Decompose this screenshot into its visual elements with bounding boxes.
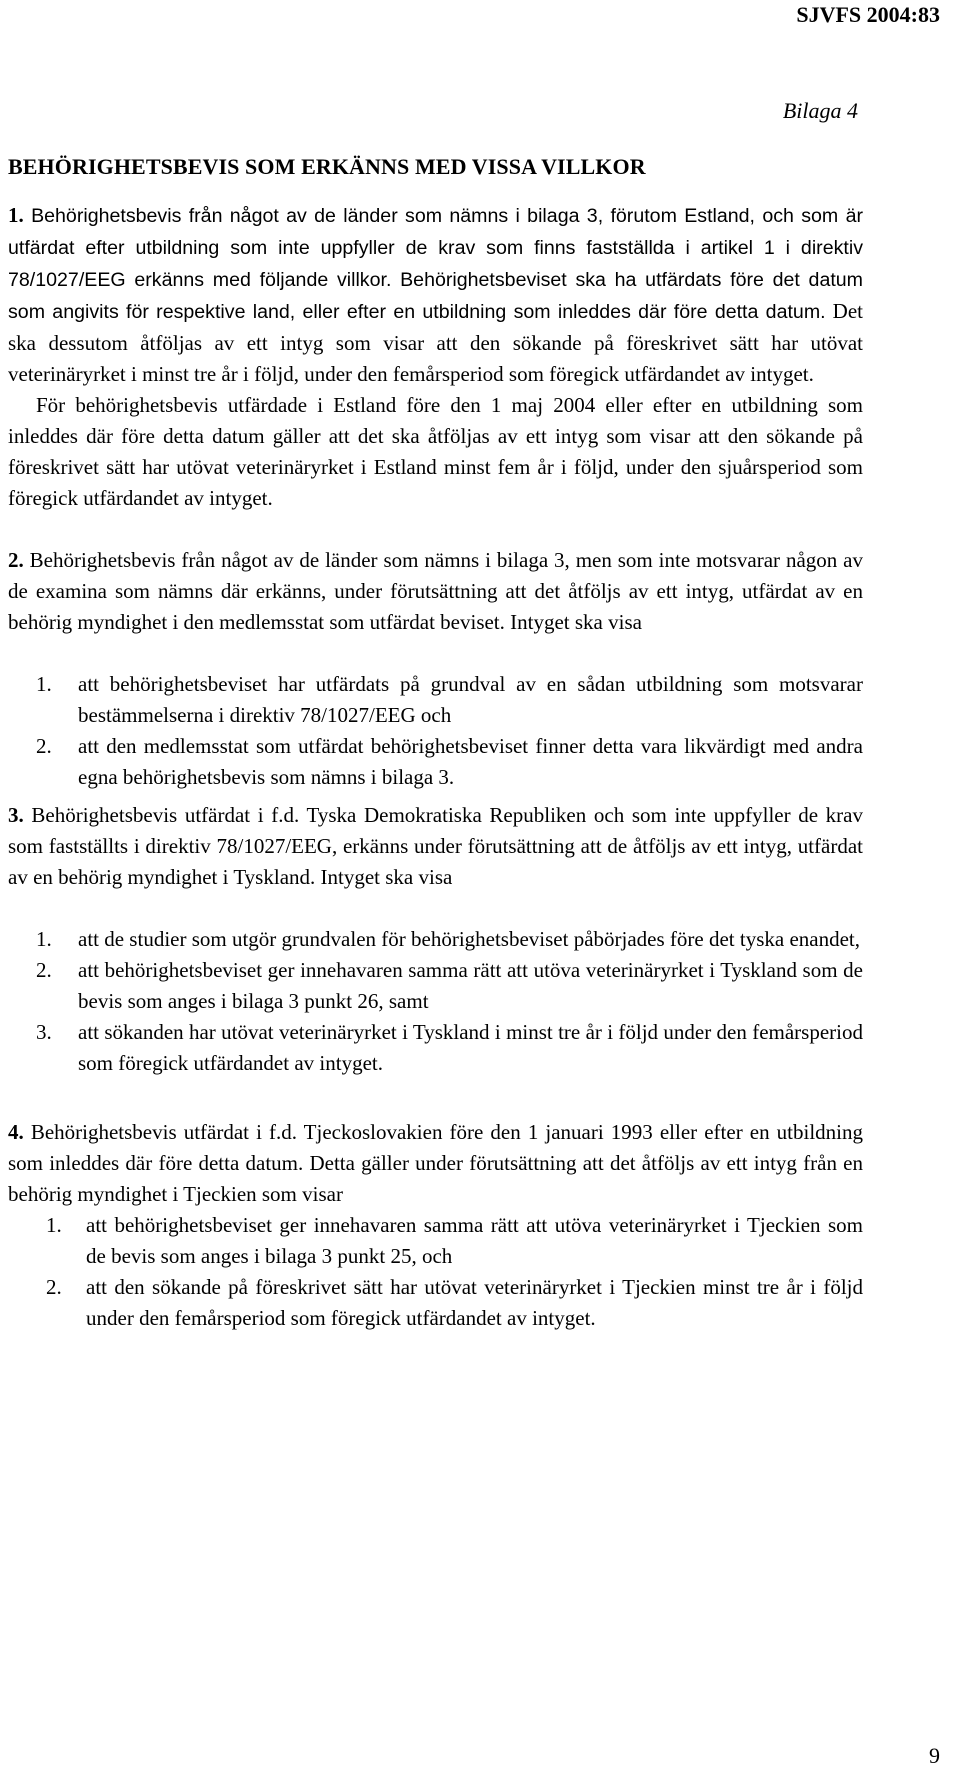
section-4-list	[8, 1210, 863, 1334]
section-3-number: 3.	[8, 803, 24, 827]
list-item-number: 2.	[36, 958, 52, 982]
section-1-text-sans: Behörighetsbevis från något av de länder som nämns i bilaga 3, förutom Estland, och som är utfärdat efter utbildning som inte uppfyller de krav som finns fastställda i artikel 1 i direktiv 78/1027/EEG erkänns med följande villkor. Behörighetsbeviset ska ha utfärdats före det datum som angivits för respektive land, eller efter en utbildning som inleddes där före detta datum.	[8, 205, 863, 323]
section-1-number: 1.	[8, 203, 24, 227]
section-3-text: Behörighetsbevis utfärdat i f.d. Tyska Demokratiska Republiken och som inte uppfyller de krav som fastställts i direktiv 78/1027/EEG, erkänns under förutsättning att de åtföljs av ett intyg, utfärdat av en behörig myndighet i Tyskland. Intyget ska visa	[8, 803, 863, 889]
list-item	[8, 955, 863, 1017]
section-2-paragraph	[8, 545, 863, 638]
page-title: BEHÖRIGHETSBEVIS SOM ERKÄNNS MED VISSA VILLKOR	[8, 154, 646, 179]
section-2-number: 2.	[8, 548, 24, 572]
list-item-text: att behörighetsbeviset ger innehavaren samma rätt att utöva veterinäryrket i Tjeckien som de bevis som anges i bilaga 3 punkt 25, och	[86, 1213, 863, 1268]
list-item	[8, 924, 863, 955]
list-item-text: att den sökande på föreskrivet sätt har utövat veterinäryrket i Tjeckien minst tre år i följd under den femårsperiod som föregick utfärdandet av intyget.	[86, 1275, 863, 1330]
page-number: 9	[929, 1743, 940, 1768]
section-1-paragraph-2: För behörighetsbevis utfärdade i Estland före den 1 maj 2004 eller efter en utbildning som inleddes där före detta datum gäller att det ska åtföljas av ett intyg som visar att den sökande på föreskrivet sätt har utövat veterinäryrket i Estland minst fem år i följd, under den sjuårsperiod som föregick utfärdandet av intyget.	[8, 393, 863, 510]
list-item-number: 3.	[36, 1020, 52, 1044]
section-3	[8, 800, 863, 893]
list-item	[8, 1272, 863, 1334]
list-item-text: att den medlemsstat som utfärdat behörighetsbeviset finner detta vara likvärdigt med andra egna behörighetsbevis som nämns i bilaga 3.	[78, 734, 863, 789]
section-4-paragraph	[8, 1117, 863, 1210]
section-1-text-serif: Det ska dessutom åtföljas av ett intyg som visar att den sökande på föreskrivet sätt har utövat veterinäryrket i minst tre år i följd, under den femårsperiod som föregick utfärdandet av intyget.	[8, 299, 864, 386]
list-item	[8, 1210, 863, 1272]
list-item-text: att behörighetsbeviset ger innehavaren samma rätt att utöva veterinäryrket i Tyskland som de bevis som anges i bilaga 3 punkt 26, samt	[78, 958, 863, 1013]
document-id: SJVFS 2004:83	[796, 2, 940, 27]
list-item	[8, 669, 863, 731]
list-item-number: 2.	[36, 734, 52, 758]
section-3-list	[8, 924, 863, 1079]
section-3-paragraph	[8, 800, 863, 893]
list-item	[8, 1017, 863, 1079]
appendix-label: Bilaga 4	[782, 98, 858, 123]
section-2-list	[8, 669, 863, 793]
list-item	[8, 731, 863, 793]
list-item-number: 1.	[36, 927, 52, 951]
list-item-text: att de studier som utgör grundvalen för behörighetsbeviset påbörjades före det tyska enandet,	[78, 927, 861, 951]
list-item-text: att sökanden har utövat veterinäryrket i Tyskland i minst tre år i följd under den femårsperiod som föregick utfärdandet av intyget.	[78, 1020, 863, 1075]
section-1	[8, 200, 863, 514]
section-2-text: Behörighetsbevis från något av de länder som nämns i bilaga 3, men som inte motsvarar någon av de examina som nämns där erkänns, under förutsättning att det åtföljs av ett intyg, utfärdat av en behörig myndighet i den medlemsstat som utfärdat beviset. Intyget ska visa	[8, 548, 863, 634]
list-item-text: att behörighetsbeviset har utfärdats på grundval av en sådan utbildning som motsvarar bestämmelserna i direktiv 78/1027/EEG och	[78, 672, 863, 727]
section-1-paragraph-1	[8, 200, 863, 390]
list-item-number: 2.	[46, 1275, 62, 1299]
section-2	[8, 545, 863, 638]
section-4-number: 4.	[8, 1120, 24, 1144]
list-item-number: 1.	[36, 672, 52, 696]
list-item-number: 1.	[46, 1213, 62, 1237]
section-4-text: Behörighetsbevis utfärdat i f.d. Tjeckoslovakien före den 1 januari 1993 eller efter en utbildning som inleddes där före detta datum. Detta gäller under förutsättning att det åtföljs av ett intyg från en behörig myndighet i Tjeckien som visar	[8, 1120, 863, 1206]
section-4	[8, 1117, 863, 1210]
